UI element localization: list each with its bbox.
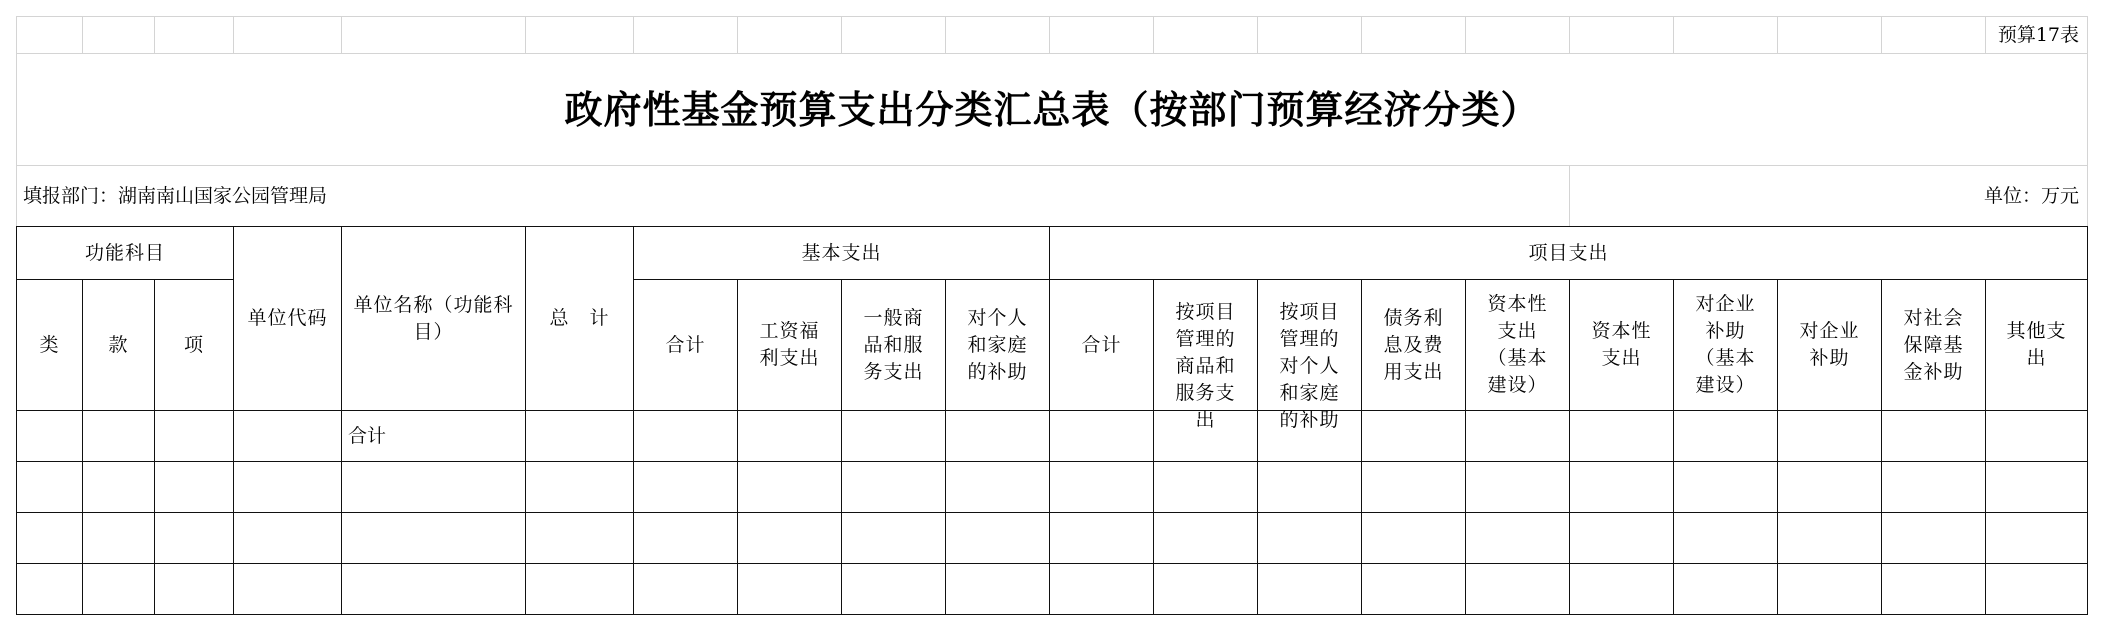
data-cell[interactable] — [1778, 513, 1882, 564]
data-cell[interactable] — [342, 462, 526, 513]
table-row — [17, 462, 2088, 513]
header-enterprise-subsidy-text: 对企业补助 — [1799, 320, 1860, 369]
page-title[interactable]: 政府性基金预算支出分类汇总表（按部门预算经济分类） — [17, 54, 2088, 166]
data-cell[interactable] — [342, 513, 526, 564]
header-unit-name[interactable] — [342, 227, 526, 411]
data-cell[interactable] — [1986, 462, 2088, 513]
header-project-goods-services-text: 按项目管理的商品和服务支出 — [1175, 301, 1236, 431]
header-project-expense[interactable]: 项目支出 — [1050, 227, 2088, 280]
data-cell[interactable] — [1882, 411, 1986, 462]
data-cell[interactable] — [1258, 513, 1362, 564]
data-cell[interactable] — [1778, 564, 1882, 615]
blank-cell[interactable] — [946, 17, 1050, 54]
header-section[interactable]: 款 — [83, 280, 155, 411]
form-number[interactable]: 预算17表 — [1986, 17, 2088, 54]
header-other-expense[interactable] — [1986, 280, 2088, 411]
data-cell[interactable] — [946, 411, 1050, 462]
filling-department[interactable]: 填报部门：湖南南山国家公园管理局 — [17, 166, 1570, 227]
data-cell[interactable] — [17, 411, 83, 462]
header-item[interactable]: 项 — [155, 280, 234, 411]
data-cell[interactable] — [1466, 513, 1570, 564]
header-enterprise-subsidy-construction[interactable] — [1674, 280, 1778, 411]
data-cell[interactable] — [634, 513, 738, 564]
data-cell[interactable] — [1050, 513, 1154, 564]
data-cell[interactable] — [234, 564, 342, 615]
row-total-label[interactable]: 合计 — [342, 411, 526, 462]
header-basic-subtotal[interactable]: 合计 — [634, 280, 738, 411]
data-cell[interactable] — [17, 513, 83, 564]
data-cell[interactable] — [1466, 411, 1570, 462]
data-cell[interactable] — [1362, 564, 1466, 615]
data-cell[interactable] — [1362, 411, 1466, 462]
blank-cell[interactable] — [1778, 17, 1882, 54]
data-cell[interactable] — [526, 462, 634, 513]
data-cell[interactable] — [842, 462, 946, 513]
header-total[interactable]: 总 计 — [526, 227, 634, 411]
header-goods-services[interactable] — [842, 280, 946, 411]
blank-cell[interactable] — [1258, 17, 1362, 54]
data-cell[interactable] — [1674, 513, 1778, 564]
blank-cell[interactable] — [738, 17, 842, 54]
data-cell[interactable] — [738, 513, 842, 564]
data-cell[interactable] — [842, 411, 946, 462]
data-cell[interactable] — [1258, 462, 1362, 513]
blank-cell[interactable] — [342, 17, 526, 54]
data-cell[interactable] — [234, 411, 342, 462]
data-cell[interactable] — [526, 513, 634, 564]
blank-cell[interactable] — [842, 17, 946, 54]
header-wages-welfare-text: 工资福利支出 — [759, 320, 820, 369]
data-cell[interactable] — [738, 564, 842, 615]
data-cell[interactable] — [1674, 462, 1778, 513]
blank-cell[interactable] — [1050, 17, 1154, 54]
data-cell[interactable] — [738, 462, 842, 513]
header-project-household-subsidy[interactable] — [1258, 280, 1362, 431]
budget-table — [16, 16, 2088, 615]
data-cell[interactable] — [738, 411, 842, 462]
data-cell[interactable] — [17, 564, 83, 615]
data-cell[interactable] — [1570, 513, 1674, 564]
data-cell[interactable] — [1466, 564, 1570, 615]
data-cell[interactable] — [1570, 564, 1674, 615]
blank-cell[interactable] — [1882, 17, 1986, 54]
table-row — [17, 411, 2088, 462]
blank-cell[interactable] — [1362, 17, 1466, 54]
header-function-subject[interactable]: 功能科目 — [17, 227, 234, 280]
data-cell[interactable] — [634, 564, 738, 615]
data-cell[interactable] — [234, 462, 342, 513]
header-social-security-fund[interactable] — [1882, 280, 1986, 411]
blank-cell[interactable] — [17, 17, 83, 54]
header-debt-interest-text: 债务利息及费用支出 — [1383, 306, 1444, 383]
blank-cell[interactable] — [1154, 17, 1258, 54]
data-cell[interactable] — [1986, 411, 2088, 462]
header-project-household-subsidy-text: 按项目管理的对个人和家庭的补助 — [1279, 301, 1340, 431]
data-cell[interactable] — [1154, 513, 1258, 564]
blank-cell[interactable] — [1674, 17, 1778, 54]
data-cell[interactable] — [155, 564, 234, 615]
blank-cell[interactable] — [83, 17, 155, 54]
data-cell[interactable] — [342, 564, 526, 615]
header-household-subsidy[interactable] — [946, 280, 1050, 411]
data-cell[interactable] — [1570, 411, 1674, 462]
data-cell[interactable] — [946, 513, 1050, 564]
data-cell[interactable] — [1674, 564, 1778, 615]
data-cell[interactable] — [1882, 564, 1986, 615]
header-capital-construction[interactable] — [1466, 280, 1570, 411]
header-goods-services-text: 一般商品和服务支出 — [863, 306, 924, 383]
data-cell[interactable] — [1154, 462, 1258, 513]
data-cell[interactable] — [1466, 462, 1570, 513]
header-debt-interest[interactable] — [1362, 280, 1466, 411]
data-cell[interactable] — [17, 462, 83, 513]
header-enterprise-subsidy[interactable] — [1778, 280, 1882, 411]
data-cell[interactable] — [526, 411, 634, 462]
header-unit-name-text: 单位名称（功能科目） — [353, 293, 514, 343]
table-row — [17, 513, 2088, 564]
blank-cell[interactable] — [155, 17, 234, 54]
header-capital-expense-text: 资本性支出 — [1591, 320, 1652, 369]
header-basic-expense[interactable]: 基本支出 — [634, 227, 1050, 280]
data-cell[interactable] — [83, 462, 155, 513]
data-cell[interactable] — [842, 564, 946, 615]
data-cell[interactable] — [1570, 462, 1674, 513]
header-social-security-fund-text: 对社会保障基金补助 — [1903, 306, 1964, 383]
blank-cell[interactable] — [526, 17, 634, 54]
data-cell[interactable] — [634, 462, 738, 513]
header-capital-construction-text: 资本性支出（基本建设） — [1487, 293, 1548, 396]
data-cell[interactable] — [526, 564, 634, 615]
data-cell[interactable] — [1778, 462, 1882, 513]
header-enterprise-subsidy-construction-text: 对企业补助（基本建设） — [1695, 293, 1756, 396]
data-cell[interactable] — [155, 411, 234, 462]
header-unit-code[interactable]: 单位代码 — [234, 227, 342, 411]
header-other-expense-text: 其他支出 — [2006, 320, 2067, 369]
data-cell[interactable] — [1882, 513, 1986, 564]
blank-cell[interactable] — [634, 17, 738, 54]
data-cell[interactable] — [1882, 462, 1986, 513]
data-cell[interactable] — [946, 564, 1050, 615]
data-cell[interactable] — [634, 411, 738, 462]
blank-cell[interactable] — [234, 17, 342, 54]
data-cell[interactable] — [155, 462, 234, 513]
data-cell[interactable] — [83, 513, 155, 564]
data-cell[interactable] — [83, 564, 155, 615]
data-cell[interactable] — [155, 513, 234, 564]
data-cell[interactable] — [1050, 411, 1154, 462]
table-row — [17, 564, 2088, 615]
data-cell[interactable] — [1362, 513, 1466, 564]
data-cell[interactable] — [1362, 462, 1466, 513]
data-cell[interactable] — [1674, 411, 1778, 462]
header-project-goods-services[interactable] — [1154, 280, 1258, 431]
header-category[interactable]: 类 — [17, 280, 83, 411]
blank-cell[interactable] — [1570, 17, 1674, 54]
currency-unit[interactable]: 单位：万元 — [1570, 166, 2088, 227]
data-cell[interactable] — [1154, 564, 1258, 615]
data-cell[interactable] — [1986, 513, 2088, 564]
data-cell[interactable] — [1986, 564, 2088, 615]
data-cell[interactable] — [1050, 564, 1154, 615]
data-cell[interactable] — [234, 513, 342, 564]
data-cell[interactable] — [946, 462, 1050, 513]
header-capital-expense[interactable] — [1570, 280, 1674, 411]
data-cell[interactable] — [842, 513, 946, 564]
data-cell[interactable] — [1050, 462, 1154, 513]
data-cell[interactable] — [83, 411, 155, 462]
header-household-subsidy-text: 对个人和家庭的补助 — [967, 306, 1028, 383]
blank-cell[interactable] — [1466, 17, 1570, 54]
data-cell[interactable] — [1258, 564, 1362, 615]
header-wages-welfare[interactable] — [738, 280, 842, 411]
header-project-subtotal[interactable]: 合计 — [1050, 280, 1154, 411]
data-cell[interactable] — [1778, 411, 1882, 462]
